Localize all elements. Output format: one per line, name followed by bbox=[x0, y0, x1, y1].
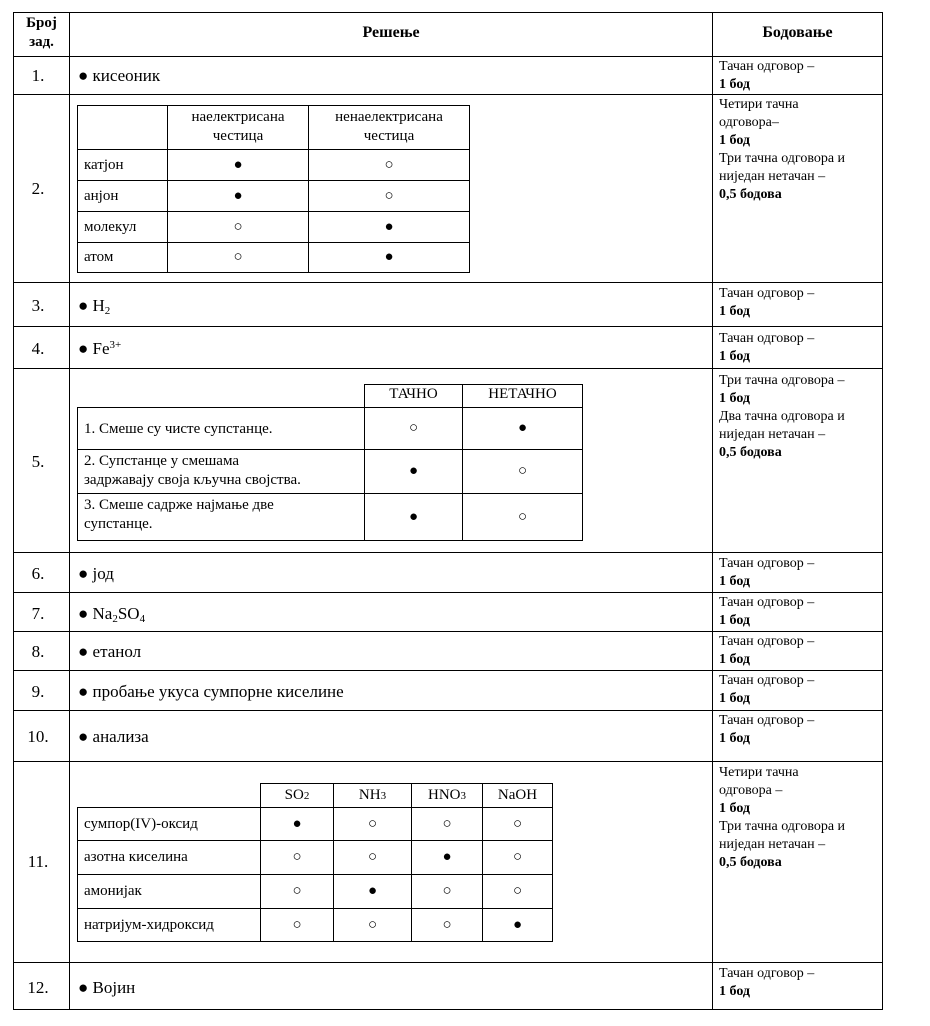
answer-mark: ● bbox=[517, 420, 528, 436]
answer-mark: ○ bbox=[442, 815, 452, 832]
header-solution: Решење bbox=[362, 24, 420, 41]
answer-mark: ● bbox=[233, 156, 243, 173]
column-header-charged: наелектрисана честица bbox=[191, 109, 285, 144]
task-number: 5. bbox=[31, 452, 45, 471]
answer-mark: ○ bbox=[442, 883, 452, 899]
task-number: 6. bbox=[31, 564, 45, 583]
row-label: атом bbox=[84, 249, 114, 265]
answer-mark: ○ bbox=[512, 815, 523, 832]
answer-mark: ● bbox=[512, 916, 523, 933]
answer-mark: ● bbox=[408, 463, 419, 479]
task-number: 3. bbox=[31, 296, 45, 315]
answer-mark: ● bbox=[292, 815, 302, 832]
row-label: анјон bbox=[84, 187, 119, 204]
answer-mark: ○ bbox=[367, 849, 378, 865]
answer-mark: ○ bbox=[292, 883, 302, 899]
answer-mark: ○ bbox=[442, 916, 452, 933]
task-number: 10. bbox=[27, 727, 49, 746]
column-header-hno3: HNO 3 bbox=[428, 787, 466, 803]
answer-mark: ● bbox=[442, 849, 452, 865]
task-number: 2. bbox=[31, 179, 45, 198]
header-scoring: Бодовање bbox=[762, 24, 833, 41]
answer-mark: ○ bbox=[367, 916, 378, 933]
answer-mark: ● bbox=[367, 883, 378, 899]
answer-mark: ○ bbox=[233, 218, 243, 235]
score-8: Тачан одговор – 1 бод bbox=[719, 634, 815, 667]
row-label: сумпор(IV)-оксид bbox=[84, 815, 198, 832]
answer-mark: ● bbox=[384, 218, 394, 235]
score-2: Четири тачна одговора– 1 бод Три тачна одговора и ниједан нетачан – 0,5 бодова bbox=[719, 97, 846, 202]
answer-mark: ○ bbox=[367, 815, 378, 832]
answer-mark: ○ bbox=[517, 508, 528, 525]
row-label: молекул bbox=[84, 218, 137, 235]
task-number: 4. bbox=[31, 339, 45, 358]
header-task-number-line1: Број bbox=[26, 15, 57, 31]
score-10: Тачан одговор – 1 бод bbox=[719, 713, 815, 746]
column-header-nh3: NH 3 bbox=[358, 787, 387, 803]
score-5: Три тачна одговора – 1 бод Два тачна одговора и ниједан нетачан – 0,5 бодова bbox=[719, 373, 845, 460]
answer-mark: ○ bbox=[292, 849, 302, 865]
score-9: Тачан одговор – 1 бод bbox=[719, 673, 815, 706]
answer-6: ● јод bbox=[78, 564, 114, 583]
score-1: Тачан одговор – 1 бод bbox=[719, 59, 815, 92]
answer-mark: ○ bbox=[512, 883, 523, 899]
score-11: Четири тачна одговора – 1 бод Три тачна одговора и ниједан нетачан – 0,5 бодова bbox=[719, 765, 846, 870]
column-header-naoh: NaOH bbox=[497, 787, 538, 803]
score-6: Тачан одговор – 1 бод bbox=[719, 556, 815, 589]
row-label: азотна киселина bbox=[84, 849, 188, 865]
header-task-number-line2: зад. bbox=[29, 34, 54, 50]
answer-4: ● $Fe^{3+}$ bbox=[78, 339, 122, 358]
answer-3: ● $H_2$ bbox=[78, 296, 111, 317]
column-header-false: НЕТАЧНО bbox=[488, 386, 557, 402]
answer-mark: ○ bbox=[292, 916, 302, 933]
answer-10: ● анализа bbox=[78, 727, 149, 746]
answer-mark: ● bbox=[233, 187, 243, 204]
answer-7: ● $Na_2SO_4$ bbox=[78, 604, 146, 625]
answer-mark: ○ bbox=[512, 849, 523, 865]
answer-mark: ○ bbox=[408, 420, 419, 436]
answer-mark: ● bbox=[384, 249, 394, 265]
task-number: 1. bbox=[31, 66, 45, 85]
answer-12: ● Војин bbox=[78, 978, 136, 997]
column-header-uncharged: ненаелектрисана честица bbox=[335, 109, 443, 144]
column-header-so2: SO 2 bbox=[284, 787, 310, 803]
answer-1: ● кисеоник bbox=[78, 66, 161, 85]
header-task-number bbox=[14, 14, 69, 52]
score-3: Тачан одговор – 1 бод bbox=[719, 286, 815, 319]
score-4: Тачан одговор – 1 бод bbox=[719, 331, 815, 364]
score-7: Тачан одговор – 1 бод bbox=[719, 595, 815, 628]
score-12: Тачан одговор – 1 бод bbox=[719, 966, 815, 999]
answer-mark: ○ bbox=[384, 187, 394, 204]
task-number: 8. bbox=[31, 642, 45, 661]
answer-mark: ○ bbox=[517, 463, 528, 479]
row-label: натријум-хидроксид bbox=[84, 916, 214, 933]
answer-9: ● пробање укуса сумпорне киселине bbox=[78, 682, 344, 701]
row-label: катјон bbox=[84, 156, 124, 173]
task-number: 12. bbox=[27, 978, 49, 997]
task-number: 9. bbox=[31, 682, 45, 701]
statement: 1. Смеше су чисте супстанце. bbox=[84, 421, 273, 437]
answer-mark: ○ bbox=[384, 156, 394, 173]
column-header-true: ТАЧНО bbox=[389, 386, 438, 402]
task-number: 11. bbox=[27, 852, 49, 871]
task-number: 7. bbox=[31, 604, 45, 623]
row-label: амонијак bbox=[84, 883, 142, 899]
statement: 2. Супстанце у смешама задржавају своја кључна својства. bbox=[84, 453, 301, 488]
answer-mark: ○ bbox=[233, 249, 243, 265]
answer-8: ● етанол bbox=[78, 642, 142, 661]
answer-mark: ● bbox=[408, 508, 419, 525]
statement: 3. Смеше садрже најмање две супстанце. bbox=[84, 497, 274, 532]
